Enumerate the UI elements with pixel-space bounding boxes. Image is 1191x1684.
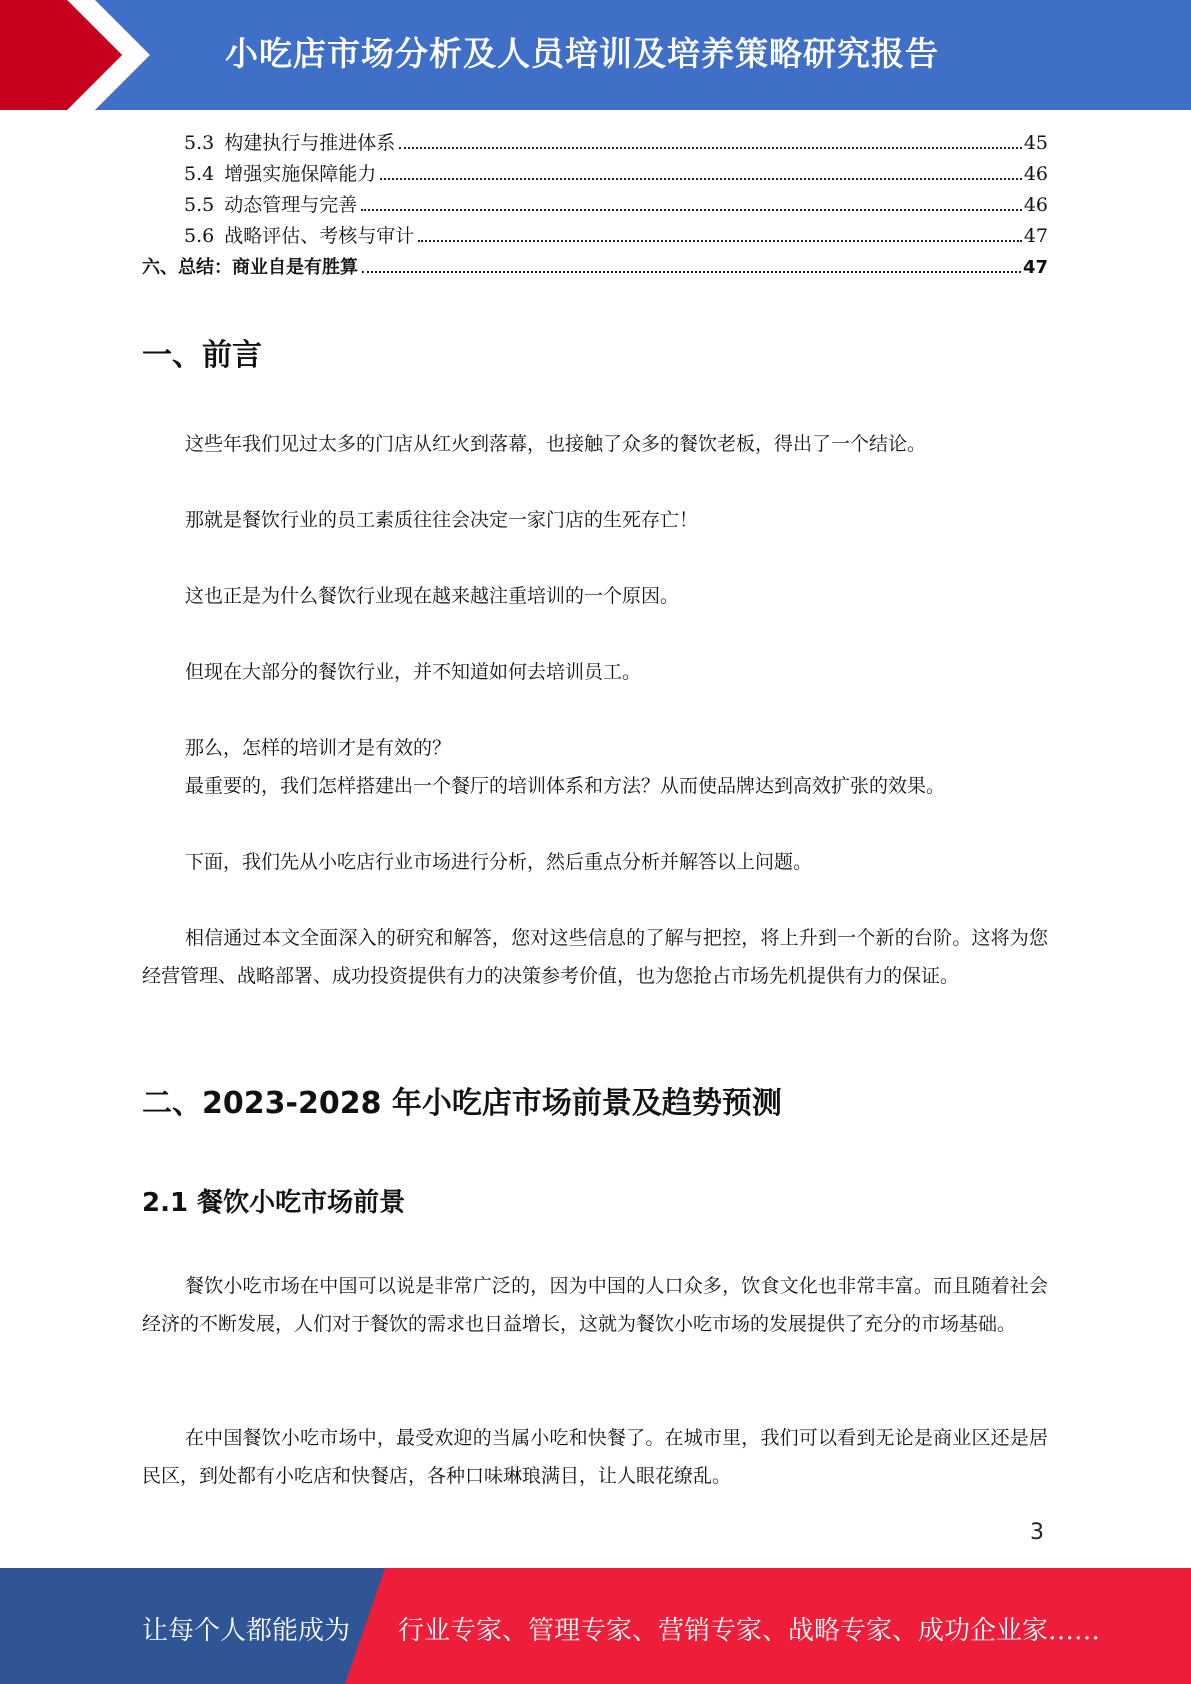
header-title: 小吃店市场分析及人员培训及培养策略研究报告 xyxy=(225,34,939,73)
toc-leader xyxy=(399,146,1022,149)
section-heading: 一、前言 xyxy=(142,338,262,373)
paragraph: 但现在大部分的餐饮行业，并不知道如何去培训员工。 xyxy=(185,661,642,683)
section-heading: 二、2023-2028 年小吃店市场前景及趋势预测 xyxy=(142,1086,782,1121)
paragraph: 餐饮小吃市场在中国可以说是非常广泛的，因为中国的人口众多，饮食文化也非常丰富。而且随着社会经济的不断发展，人们对于餐饮的需求也日益增长，这就为餐饮小吃市场的发展提供了充分的市场基础。 xyxy=(142,1275,1048,1335)
paragraph: 那么，怎样的培训才是有效的？ xyxy=(185,737,452,759)
page-footer xyxy=(0,1568,1191,1684)
toc-entry[interactable] xyxy=(142,221,1048,252)
toc-entry[interactable] xyxy=(142,159,1048,190)
toc-number: 5.6 xyxy=(184,225,215,247)
toc-number: 5.4 xyxy=(184,163,215,185)
toc-entry-chapter[interactable] xyxy=(142,252,1048,283)
toc-label: 构建执行与推进体系 xyxy=(224,132,396,154)
paragraph: 相信通过本文全面深入的研究和解答，您对这些信息的了解与把控，将上升到一个新的台阶。这将为您经营管理、战略部署、成功投资提供有力的决策参考价值，也为您抢占市场先机提供有力的保证。 xyxy=(142,927,1048,987)
paragraph: 这些年我们见过太多的门店从红火到落幕，也接触了众多的餐饮老板，得出了一个结论。 xyxy=(185,433,927,455)
footer-slogan-right: 行业专家、管理专家、营销专家、战略专家、成功企业家…… xyxy=(398,1616,1101,1646)
page-header xyxy=(0,0,1191,110)
paragraph: 那就是餐饮行业的员工素质往往会决定一家门店的生死存亡！ xyxy=(185,509,699,531)
toc-label: 增强实施保障能力 xyxy=(224,163,377,185)
toc-page: 45 xyxy=(1023,132,1048,154)
toc-number: 5.3 xyxy=(184,132,215,154)
toc-page: 46 xyxy=(1023,163,1048,185)
toc-page: 46 xyxy=(1023,194,1048,216)
toc-page: 47 xyxy=(1023,225,1048,247)
toc-leader xyxy=(362,270,1021,273)
page-number: 3 xyxy=(1030,1520,1044,1545)
header-red-chevron xyxy=(0,0,160,110)
subsection-heading: 2.1 餐饮小吃市场前景 xyxy=(142,1188,406,1218)
toc-label: 六、总结：商业自是有胜算 xyxy=(142,257,358,278)
toc-entry[interactable] xyxy=(142,128,1048,159)
toc-entry[interactable] xyxy=(142,190,1048,221)
paragraph: 最重要的，我们怎样搭建出一个餐厅的培训体系和方法？从而使品牌达到高效扩张的效果。 xyxy=(185,775,946,797)
footer-slogan-left: 让每个人都能成为 xyxy=(142,1616,351,1646)
paragraph: 在中国餐饮小吃市场中，最受欢迎的当属小吃和快餐了。在城市里，我们可以看到无论是商业区还是居民区，到处都有小吃店和快餐店，各种口味琳琅满目，让人眼花缭乱。 xyxy=(142,1427,1048,1487)
paragraph: 下面，我们先从小吃店行业市场进行分析，然后重点分析并解答以上问题。 xyxy=(185,851,813,873)
toc-number: 5.5 xyxy=(184,194,215,216)
toc-page: 47 xyxy=(1022,257,1048,278)
toc-label: 动态管理与完善 xyxy=(224,194,358,216)
toc-label: 战略评估、考核与审计 xyxy=(224,225,415,247)
table-of-contents xyxy=(142,128,1048,283)
toc-leader xyxy=(361,208,1022,211)
paragraph: 这也正是为什么餐饮行业现在越来越注重培训的一个原因。 xyxy=(185,585,680,607)
toc-leader xyxy=(380,177,1022,180)
toc-leader xyxy=(418,239,1022,242)
